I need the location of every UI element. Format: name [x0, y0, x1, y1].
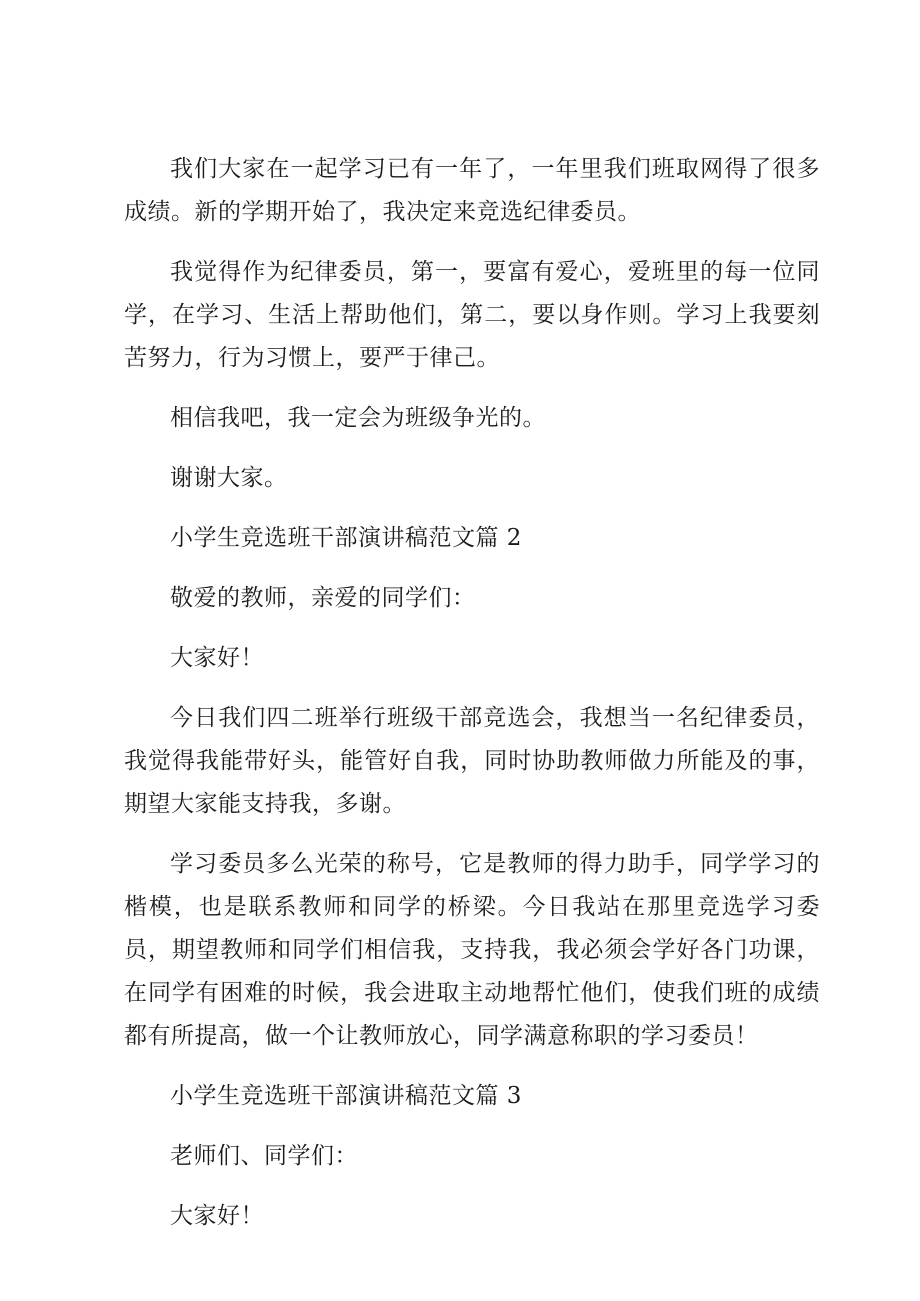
paragraph: 老师们、同学们：: [170, 1143, 358, 1169]
paragraph: 学习委员多么光荣的称号，它是教师的得力助手，同学学习的楷模，也是联系教师和同学的桥梁。今日我站在那里竞选学习委员，期望教师和同学们相信我，支持我，我必须会学好各门功课，在同学有困难的时候，我会进取主动地帮忙他们，使我们班的成绩都有所提高，做一个让教师放心，同学满意称职的学习委员！: [124, 851, 820, 1049]
paragraph: 我觉得作为纪律委员，第一，要富有爱心，爱班里的每一位同学，在学习、生活上帮助他们，第二，要以身作则。学习上我要刻苦努力，行为习惯上，要严于律己。: [124, 259, 820, 371]
paragraph: 我们大家在一起学习已有一年了，一年里我们班取网得了很多成绩。新的学期开始了，我决定来竞选纪律委员。: [124, 156, 820, 225]
document-body: [124, 148, 820, 1255]
paragraph: 谢谢大家。: [170, 465, 288, 491]
paragraph: 大家好！: [170, 645, 264, 671]
paragraph: 大家好！: [170, 1203, 264, 1229]
paragraph: 今日我们四二班举行班级干部竞选会，我想当一名纪律委员，我觉得我能带好头，能管好自我，同时协助教师做力所能及的事，期望大家能支持我，多谢。: [124, 705, 820, 817]
paragraph: 相信我吧，我一定会为班级争光的。: [170, 405, 546, 431]
section-heading: 小学生竞选班干部演讲稿范文篇 2: [170, 525, 522, 551]
paragraph: 敬爱的教师，亲爱的同学们：: [170, 585, 476, 611]
section-heading: 小学生竞选班干部演讲稿范文篇 3: [170, 1083, 522, 1109]
